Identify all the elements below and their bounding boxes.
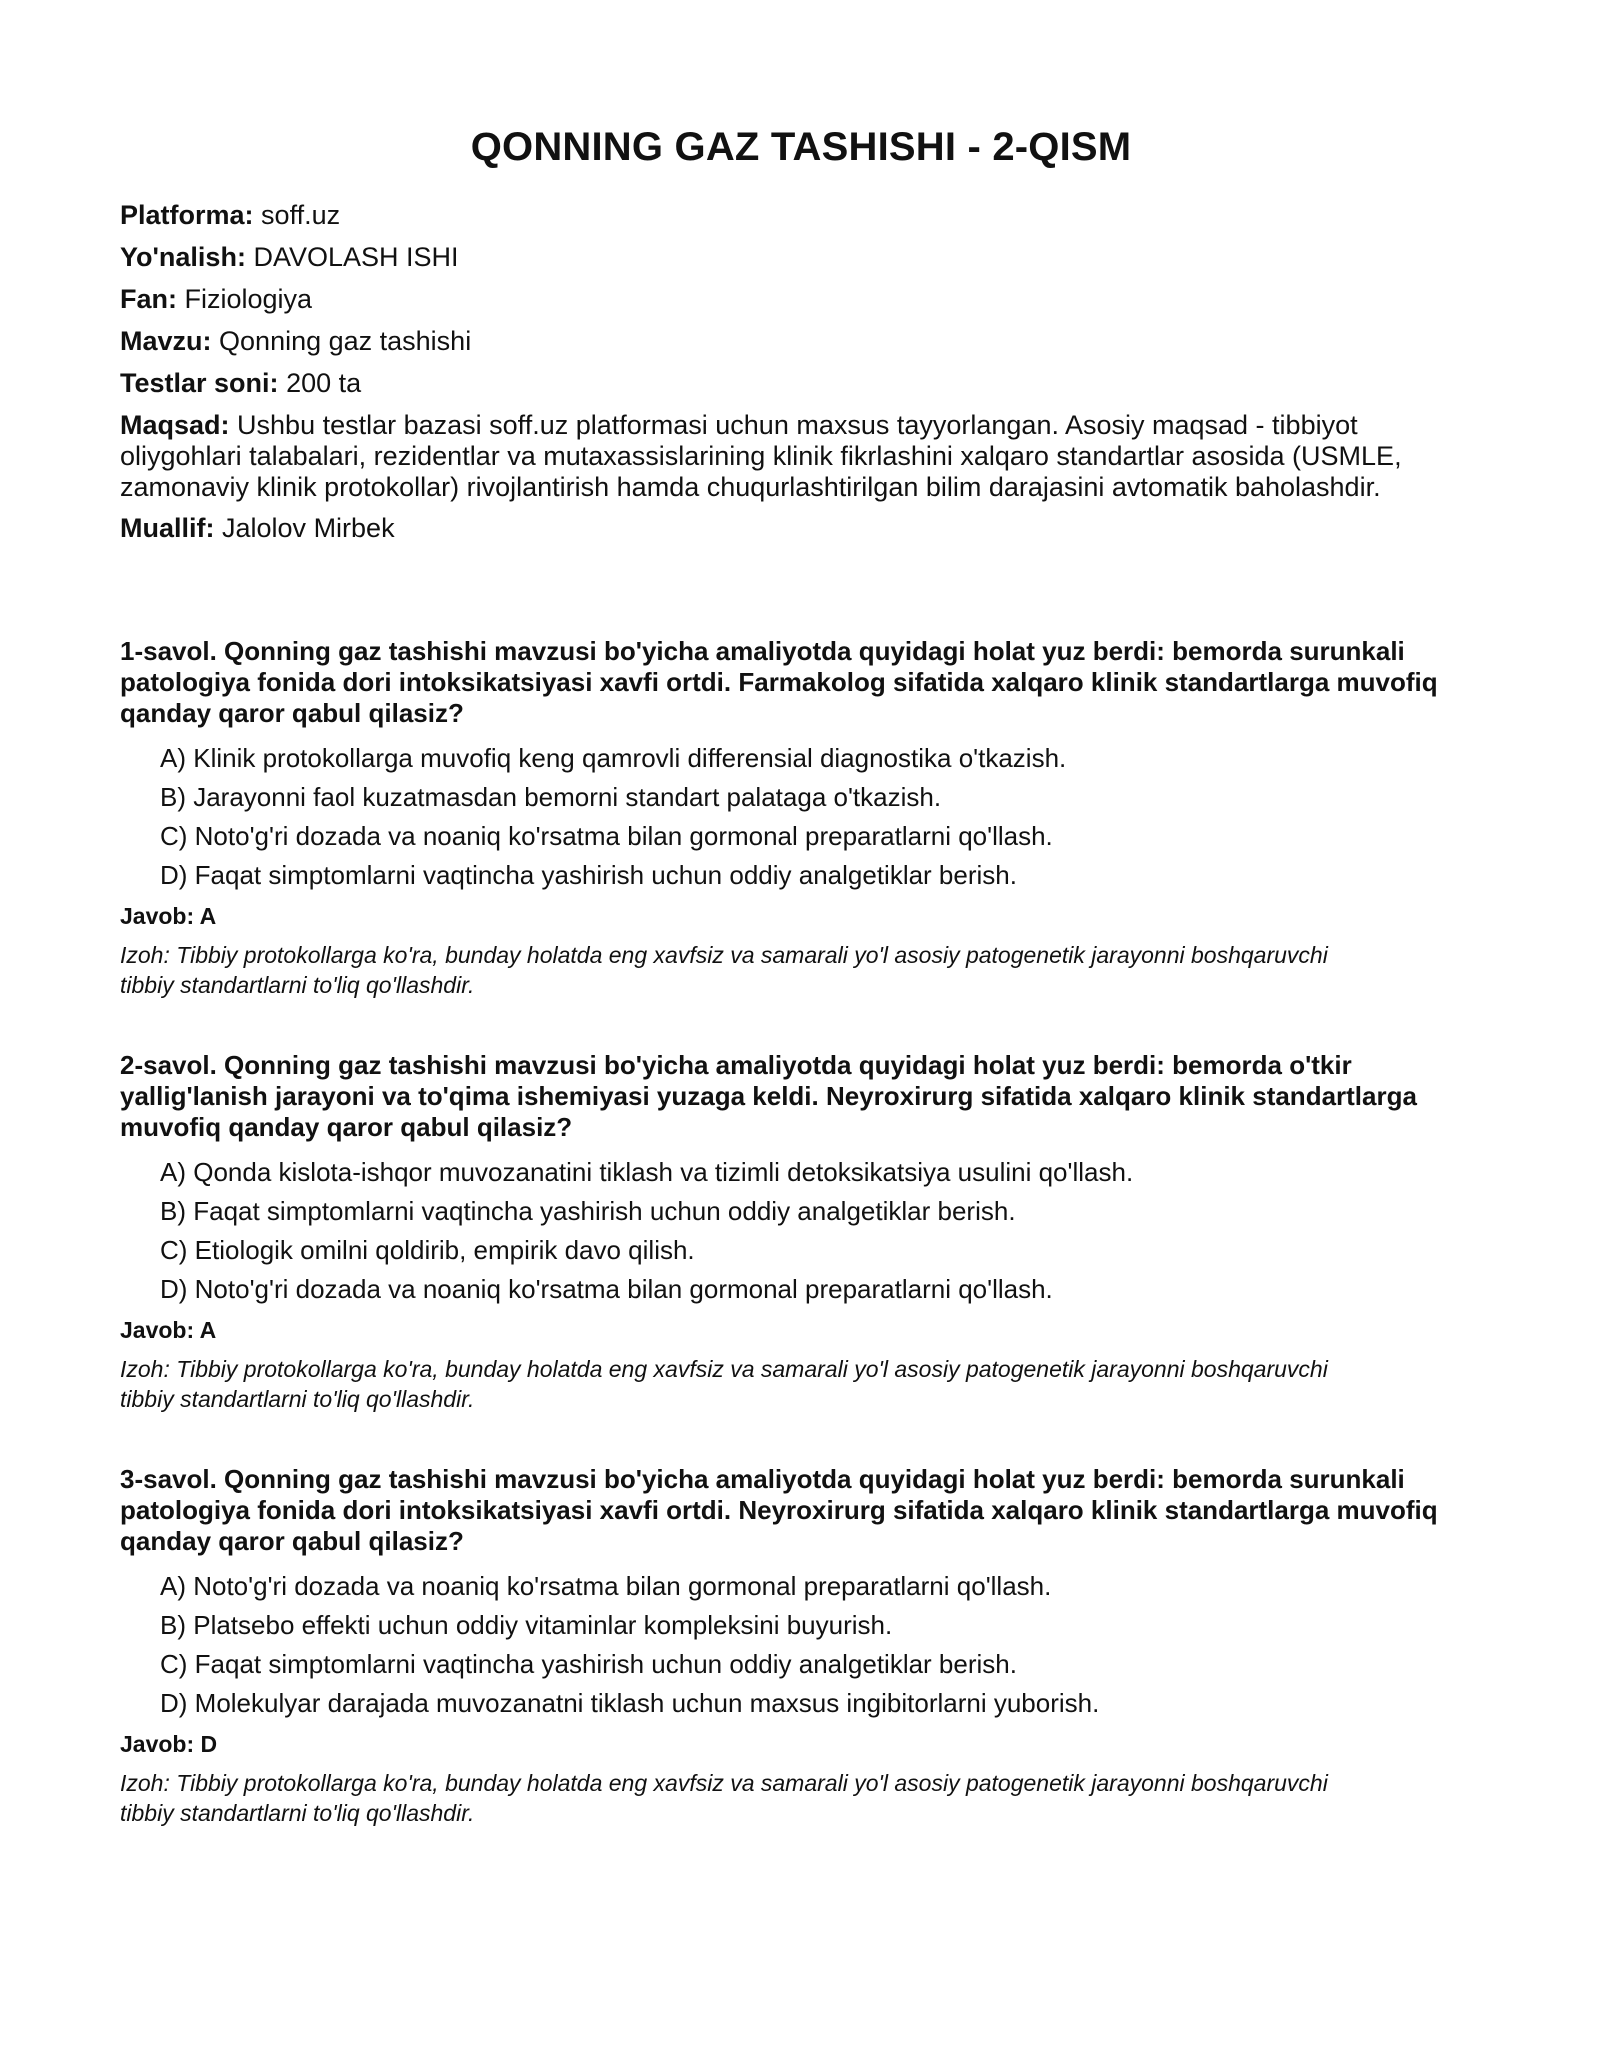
- meta-value: Fiziologiya: [184, 284, 313, 314]
- meta-value: Jalolov Mirbek: [222, 513, 395, 543]
- answer-key: Javob: A: [120, 1317, 217, 1343]
- meta-value: Qonning gaz tashishi: [219, 326, 472, 356]
- meta-direction: [120, 242, 1482, 273]
- explanation-note: Izoh: Tibbiy protokollarga ko'ra, bunday holatda eng xavfsiz va samarali yo'l asosiy patogenetik jarayonni boshqaruvchi tibbiy standartlarni to'liq qo'llashdir.: [120, 942, 1328, 998]
- question-text: 2-savol. Qonning gaz tashishi mavzusi bo'yicha amaliyotda quyidagi holat yuz berdi: bemorda o'tkir yallig'lanish jarayoni va to'qima ishemiyasi yuzaga keldi. Neyroxirurg sifatida xalqaro klinik standartlarga muvofiq qanday qaror qabul qilasiz?: [120, 1050, 1417, 1142]
- option-c: C) Noto'g'ri dozada va noaniq ko'rsatma bilan gormonal preparatlarni qo'llash.: [160, 821, 1053, 851]
- answer-options: [160, 1157, 1482, 1304]
- option-b: B) Platsebo effekti uchun oddiy vitaminlar kompleksini buyurish.: [160, 1610, 893, 1640]
- answer-options: [160, 1571, 1482, 1718]
- answer-key: Javob: A: [120, 903, 217, 929]
- meta-value: DAVOLASH ISHI: [253, 242, 459, 272]
- explanation-note: Izoh: Tibbiy protokollarga ko'ra, bunday holatda eng xavfsiz va samarali yo'l asosiy patogenetik jarayonni boshqaruvchi tibbiy standartlarni to'liq qo'llashdir.: [120, 1356, 1328, 1412]
- option-d: D) Noto'g'ri dozada va noaniq ko'rsatma bilan gormonal preparatlarni qo'llash.: [160, 1274, 1053, 1304]
- meta-topic: [120, 326, 1482, 357]
- meta-purpose: [120, 410, 1482, 503]
- meta-platform: [120, 200, 1482, 231]
- meta-label: Yo'nalish:: [120, 242, 246, 272]
- option-c: C) Etiologik omilni qoldirib, empirik davo qilish.: [160, 1235, 695, 1265]
- explanation-note: Izoh: Tibbiy protokollarga ko'ra, bunday holatda eng xavfsiz va samarali yo'l asosiy patogenetik jarayonni boshqaruvchi tibbiy standartlarni to'liq qo'llashdir.: [120, 1770, 1328, 1826]
- meta-author: [120, 513, 1482, 544]
- meta-subject: [120, 284, 1482, 315]
- option-c: C) Faqat simptomlarni vaqtincha yashirish uchun oddiy analgetiklar berish.: [160, 1649, 1017, 1679]
- question-text: 1-savol. Qonning gaz tashishi mavzusi bo'yicha amaliyotda quyidagi holat yuz berdi: bemorda surunkali patologiya fonida dori intoksikatsiyasi xavfi ortdi. Farmakolog sifatida xalqaro klinik standartlarga muvofiq qanday qaror qabul qilasiz?: [120, 636, 1438, 728]
- meta-label: Testlar soni:: [120, 368, 279, 398]
- option-b: B) Faqat simptomlarni vaqtincha yashirish uchun oddiy analgetiklar berish.: [160, 1196, 1016, 1226]
- option-a: A) Qonda kislota-ishqor muvozanatini tiklash va tizimli detoksikatsiya usulini qo'llash.: [160, 1157, 1134, 1187]
- meta-label: Platforma:: [120, 200, 254, 230]
- meta-label: Muallif:: [120, 513, 215, 543]
- answer-options: [160, 743, 1482, 890]
- document-metadata: [120, 200, 1482, 544]
- document-title: QONNING GAZ TASHISHI - 2-QISM: [470, 125, 1132, 169]
- option-d: D) Molekulyar darajada muvozanatni tiklash uchun maxsus ingibitorlarni yuborish.: [160, 1688, 1100, 1718]
- answer-key: Javob: D: [120, 1731, 218, 1757]
- option-a: A) Klinik protokollarga muvofiq keng qamrovli differensial diagnostika o'tkazish.: [160, 743, 1067, 773]
- question-block: [120, 1050, 1482, 1414]
- meta-value: 200 ta: [286, 368, 362, 398]
- meta-label: Fan:: [120, 284, 177, 314]
- question-block: [120, 636, 1482, 1000]
- meta-value: soff.uz: [261, 200, 341, 230]
- meta-label: Maqsad:: [120, 410, 230, 440]
- meta-label: Mavzu:: [120, 326, 212, 356]
- option-b: B) Jarayonni faol kuzatmasdan bemorni standart palataga o'tkazish.: [160, 782, 942, 812]
- meta-test-count: [120, 368, 1482, 399]
- question-text: 3-savol. Qonning gaz tashishi mavzusi bo'yicha amaliyotda quyidagi holat yuz berdi: bemorda surunkali patologiya fonida dori intoksikatsiyasi xavfi ortdi. Neyroxirurg sifatida xalqaro klinik standartlarga muvofiq qanday qaror qabul qilasiz?: [120, 1464, 1438, 1556]
- option-d: D) Faqat simptomlarni vaqtincha yashirish uchun oddiy analgetiklar berish.: [160, 860, 1017, 890]
- question-block: [120, 1464, 1482, 1828]
- option-a: A) Noto'g'ri dozada va noaniq ko'rsatma bilan gormonal preparatlarni qo'llash.: [160, 1571, 1052, 1601]
- meta-value: Ushbu testlar bazasi soff.uz platformasi uchun maxsus tayyorlangan. Asosiy maqsad - tibbiyot oliygohlari talabalari, rezidentlar va mutaxassislarining klinik fikrlashini xalqaro standartlar asosida (USMLE, zamonaviy klinik protokollar) rivojlantirish hamda chuqurlashtirilgan bilim darajasini avtomatik baholashdir.: [120, 410, 1402, 502]
